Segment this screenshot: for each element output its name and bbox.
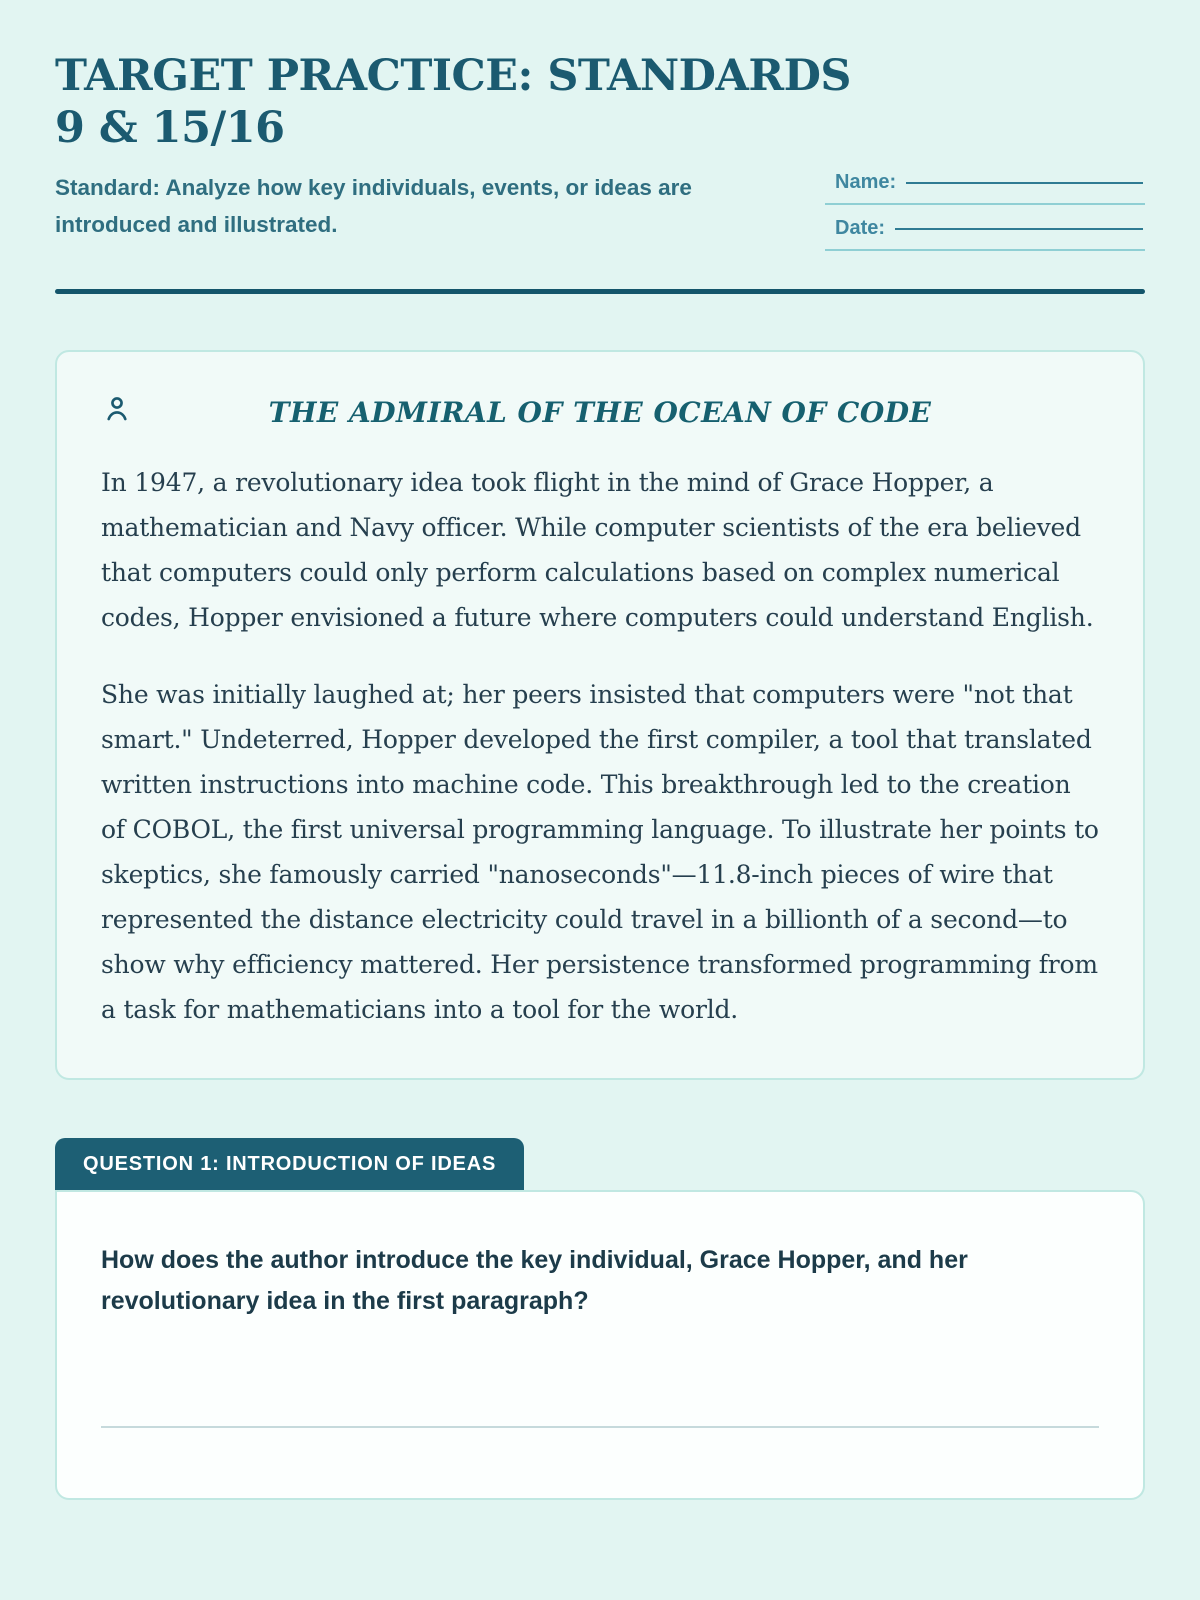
name-date-block [825,171,1145,263]
passage-paragraph: In 1947, a revolutionary idea took flight in the mind of Grace Hopper, a mathematician and Navy officer. While computer scientists of the era believed that computers could only perform calculations based on complex numerical codes, Hopper envisioned a future where computers could understand English. [101,467,1094,632]
page-title-line-2: 9 & 15/16 [55,103,285,154]
question-1-section [55,1138,1145,1501]
answer-line[interactable] [101,1426,1099,1428]
page-title-line-1: TARGET PRACTICE: STANDARDS [55,51,851,101]
name-field-blank[interactable] [906,182,1143,184]
reading-passage-card [55,350,1145,1080]
passage-header [101,392,1099,434]
header-divider [55,289,1145,294]
question-1-card [55,1190,1145,1501]
passage-title: THE ADMIRAL OF THE OCEAN OF CODE [268,396,932,430]
question-1-badge: QUESTION 1: INTRODUCTION OF IDEAS [55,1138,524,1190]
name-field [825,171,1145,205]
header-meta-row [55,169,1145,263]
question-1-prompt: How does the author introduce the key individual, Grace Hopper, and her revolutionary idea in the first paragraph? [101,1245,968,1316]
date-field-label: Date: [835,216,886,239]
date-field-blank[interactable] [895,228,1143,230]
person-icon [101,392,133,426]
passage-body [101,460,1099,1032]
passage-paragraph: She was initially laughed at; her peers insisted that computers were "not that smart." Undeterred, Hopper developed the first compiler, a tool that translated written instructions into machine code. This breakthrough led to the creation of COBOL, the first universal programming language. To illustrate her points to skeptics, she famously carried "nanoseconds"—11.8-inch pieces of wire that represented the distance electricity could travel in a billionth of a second—to show why efficiency mattered. Her persistence transformed programming from a task for mathematicians into a tool for the world. [101,679,1099,1024]
page-title [55,50,1145,155]
name-field-label: Name: [835,170,897,193]
date-field [825,217,1145,251]
worksheet-header [55,50,1145,294]
standard-description: Standard: Analyze how key individuals, events, or ideas are introduced and illustrated. [55,174,692,238]
